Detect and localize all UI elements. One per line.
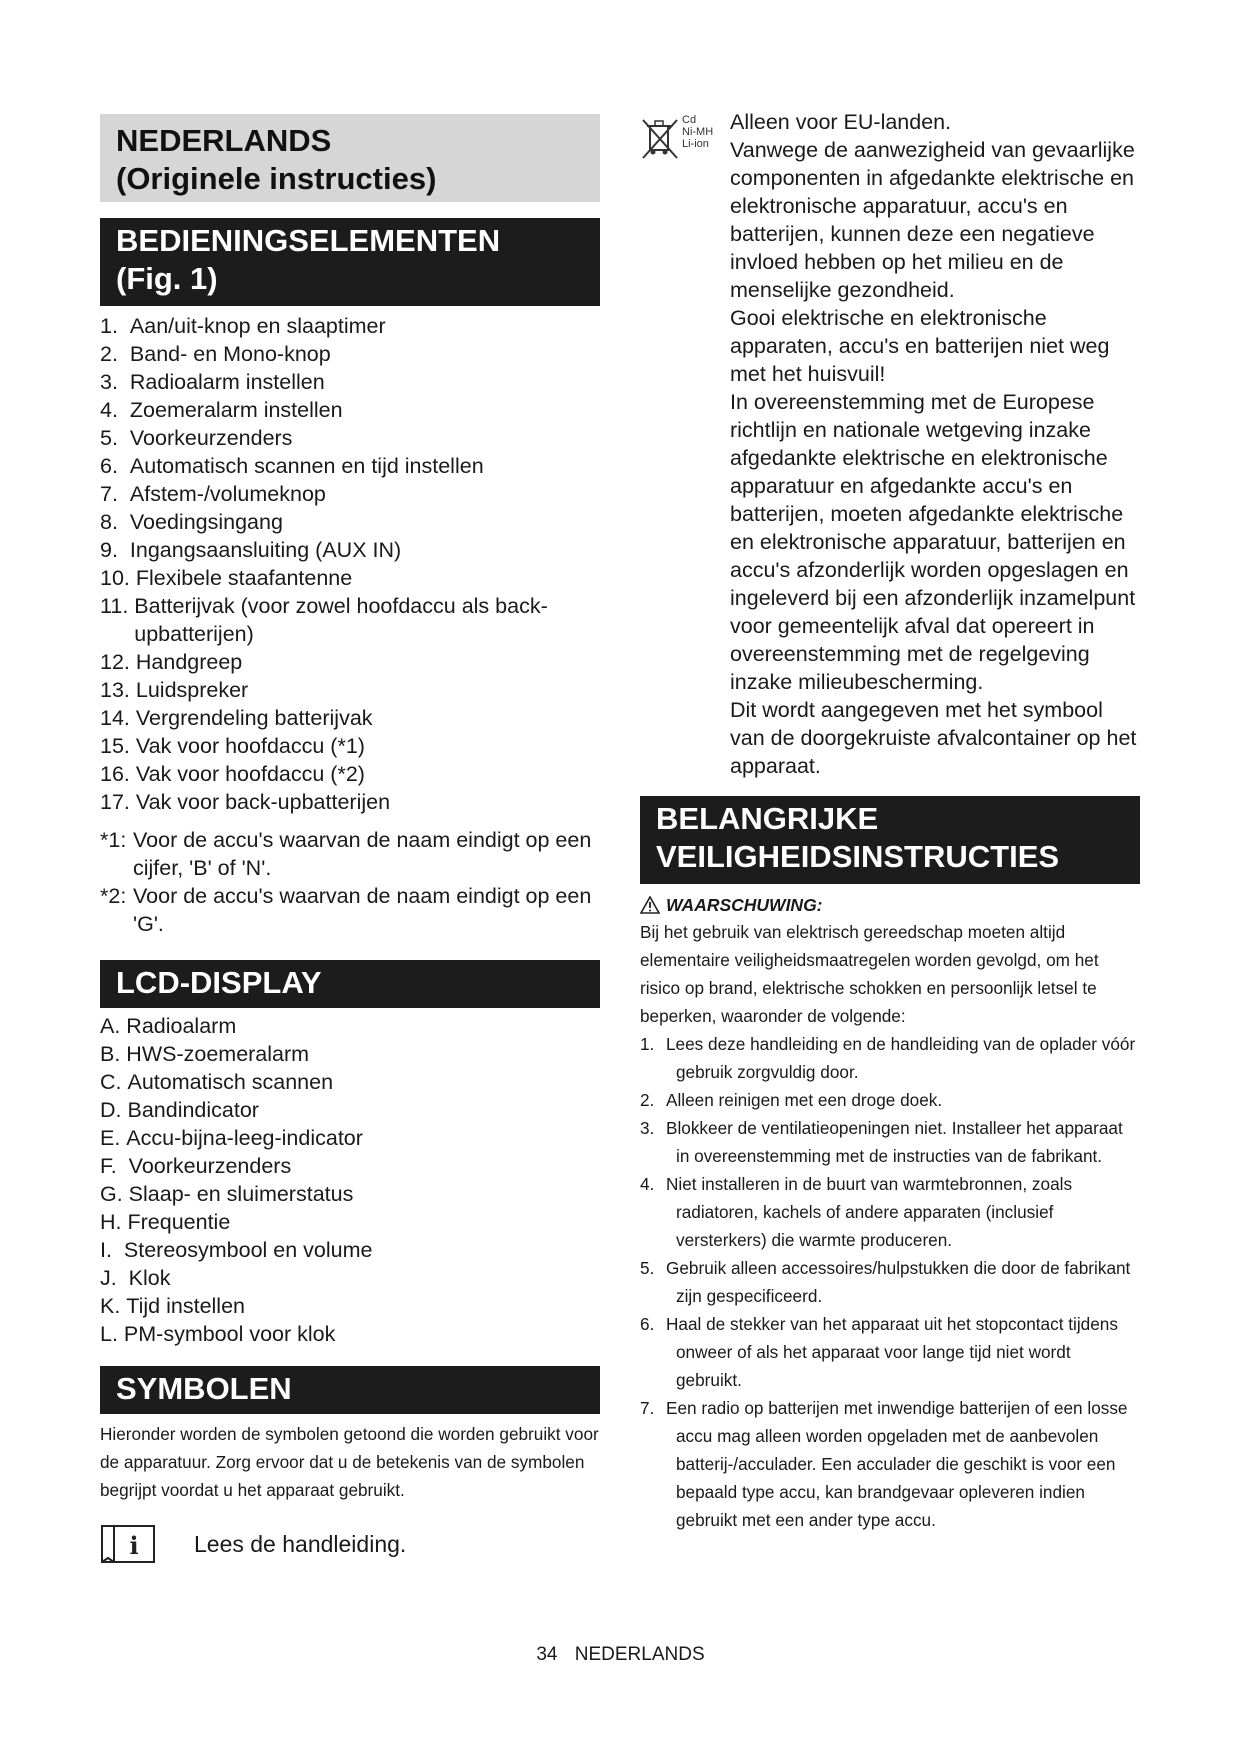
control-item-text: Handgreep — [135, 650, 243, 674]
lcd-item-number: I. — [100, 1238, 124, 1262]
control-item — [100, 536, 600, 564]
lcd-item-number: K. — [100, 1294, 127, 1318]
control-item-text: Batterijvak (voor zowel hoofdaccu als back-upbatterijen) — [134, 594, 548, 646]
lcd-item-number: F. — [100, 1154, 129, 1178]
control-item — [100, 368, 600, 396]
lcd-heading — [100, 960, 600, 1008]
footnote-text: Voor de accu's waarvan de naam eindigt op een cijfer, 'B' of 'N'. — [133, 828, 592, 880]
warning-triangle-icon — [640, 896, 660, 914]
page-footer — [0, 1644, 1241, 1666]
control-item — [100, 592, 600, 648]
weee-nimh: Ni-MH — [682, 126, 714, 138]
control-item-text: Vergrendeling batterijvak — [135, 706, 373, 730]
lcd-item-text: Stereosymbool en volume — [123, 1238, 373, 1262]
control-item — [100, 312, 600, 340]
control-item-text: Afstem-/volumeknop — [129, 482, 326, 506]
control-item-text: Voorkeurzenders — [129, 426, 293, 450]
control-item-text: Vak voor hoofdaccu (*1) — [135, 734, 365, 758]
control-item-number: 1. — [100, 314, 130, 338]
safety-item — [640, 1086, 1140, 1114]
control-item-number: 6. — [100, 454, 130, 478]
control-item — [100, 480, 600, 508]
control-item — [100, 648, 600, 676]
safety-heading-line1: BELANGRIJKE — [656, 801, 879, 836]
lcd-item-number: B. — [100, 1042, 127, 1066]
control-item-number: 15. — [100, 734, 136, 758]
safety-item-text: Een radio op batterijen met inwendige batterijen of een losse accu mag alleen worden opgeladen met de aanbevolen batterij-/acculader. Een acculader die geschikt is voor een bepaald type accu, kan brandgevaar opleveren indien gebruikt met een ander type accu. — [666, 1398, 1128, 1530]
lcd-item — [100, 1096, 600, 1124]
lcd-item-text: Bandindicator — [127, 1098, 259, 1122]
control-item-text: Voedingsingang — [129, 510, 283, 534]
safety-heading — [640, 796, 1140, 884]
safety-list — [640, 1030, 1140, 1534]
control-item — [100, 788, 600, 816]
lcd-item-number: L. — [100, 1322, 124, 1346]
footnote-text: Voor de accu's waarvan de naam eindigt op een 'G'. — [133, 884, 592, 936]
weee-cd: Cd — [682, 114, 697, 126]
lcd-item-text: PM-symbool voor klok — [123, 1322, 336, 1346]
safety-item-number: 2. — [640, 1090, 655, 1110]
control-item — [100, 452, 600, 480]
lcd-item — [100, 1180, 600, 1208]
manual-symbol-label: Lees de handleiding. — [194, 1530, 407, 1557]
safety-item — [640, 1254, 1140, 1310]
safety-item-number: 4. — [640, 1174, 655, 1194]
weee-chem-labels — [682, 114, 713, 150]
safety-item-text: Alleen reinigen met een droge doek. — [666, 1090, 943, 1110]
control-item — [100, 732, 600, 760]
footnote-mark: *2: — [100, 884, 127, 908]
control-item-number: 8. — [100, 510, 130, 534]
lcd-item — [100, 1320, 600, 1348]
weee-liion: Li-ion — [682, 138, 709, 150]
safety-intro: Bij het gebruik van elektrisch gereedschap moeten altijd elementaire veiligheidsmaatregelen worden gevolgd, om het risico op brand, elektrische schokken en persoonlijk letsel te beperken, waaronder de volgende: — [640, 922, 1099, 1026]
safety-item-text: Lees deze handleiding en de handleiding van de oplader vóór gebruik zorgvuldig door. — [666, 1034, 1136, 1082]
control-item — [100, 396, 600, 424]
lcd-item-text: Slaap- en sluimerstatus — [128, 1182, 354, 1206]
lcd-item — [100, 1264, 600, 1292]
control-item-number: 5. — [100, 426, 130, 450]
control-item-number: 7. — [100, 482, 130, 506]
lcd-item-text: Tijd instellen — [126, 1294, 245, 1318]
manual-symbol-row — [100, 1522, 600, 1566]
lcd-item-text: Accu-bijna-leeg-indicator — [126, 1126, 363, 1150]
safety-heading-line2: VEILIGHEIDSINSTRUCTIES — [656, 839, 1060, 874]
safety-item — [640, 1310, 1140, 1394]
safety-item-number: 7. — [640, 1398, 655, 1418]
left-column — [100, 114, 600, 1566]
control-item-text: Vak voor hoofdaccu (*2) — [135, 762, 365, 786]
lcd-item — [100, 1236, 600, 1264]
lcd-item-text: Radioalarm — [126, 1014, 237, 1038]
control-item-text: Flexibele staafantenne — [135, 566, 353, 590]
language-title-box — [100, 114, 600, 202]
controls-heading-line2: (Fig. 1) — [116, 261, 218, 296]
control-item — [100, 564, 600, 592]
lcd-item-number: A. — [100, 1014, 127, 1038]
control-item-text: Radioalarm instellen — [129, 370, 325, 394]
safety-item — [640, 1394, 1140, 1534]
control-item-number: 9. — [100, 538, 130, 562]
lcd-item-number: H. — [100, 1210, 128, 1234]
control-item-text: Zoemeralarm instellen — [129, 398, 343, 422]
safety-item — [640, 1030, 1140, 1086]
control-item-text: Aan/uit-knop en slaaptimer — [129, 314, 386, 338]
footnote-mark: *1: — [100, 828, 127, 852]
lcd-item — [100, 1152, 600, 1180]
lcd-item-number: G. — [100, 1182, 129, 1206]
lcd-item-number: E. — [100, 1126, 127, 1150]
controls-list — [100, 312, 600, 816]
safety-item-text: Gebruik alleen accessoires/hulpstukken die door de fabrikant zijn gespecificeerd. — [666, 1258, 1131, 1306]
safety-item-text: Blokkeer de ventilatieopeningen niet. Installeer het apparaat in overeenstemming met de instructies van de fabrikant. — [666, 1118, 1123, 1166]
lcd-item-text: Automatisch scannen — [127, 1070, 334, 1094]
control-item-number: 17. — [100, 790, 136, 814]
lcd-item — [100, 1012, 600, 1040]
control-item — [100, 340, 600, 368]
lcd-item-number: J. — [100, 1266, 129, 1290]
control-item — [100, 508, 600, 536]
lcd-heading-text: LCD-DISPLAY — [116, 965, 322, 1000]
control-item — [100, 424, 600, 452]
control-item-number: 10. — [100, 566, 136, 590]
lcd-item-text: HWS-zoemeralarm — [126, 1042, 310, 1066]
control-item — [100, 704, 600, 732]
safety-item-number: 6. — [640, 1314, 655, 1334]
control-item-text: Vak voor back-upbatterijen — [135, 790, 391, 814]
lcd-item-text: Klok — [128, 1266, 171, 1290]
control-item-number: 11. — [100, 594, 135, 618]
weee-symbol — [640, 108, 730, 780]
footer-language: NEDERLANDS — [574, 1644, 705, 1665]
language-title: NEDERLANDS — [116, 123, 332, 158]
lcd-list — [100, 1012, 600, 1348]
controls-heading-line1: BEDIENINGSELEMENTEN — [116, 223, 501, 258]
page-number: 34 — [536, 1644, 558, 1665]
control-item — [100, 760, 600, 788]
language-subtitle: (Originele instructies) — [116, 161, 437, 196]
warning-row — [640, 892, 1140, 918]
warning-label: WAARSCHUWING: — [666, 894, 823, 915]
lcd-item-number: D. — [100, 1098, 128, 1122]
lcd-item — [100, 1068, 600, 1096]
safety-item-number: 3. — [640, 1118, 655, 1138]
lcd-item-text: Voorkeurzenders — [128, 1154, 292, 1178]
control-item-number: 2. — [100, 342, 130, 366]
footnote — [100, 826, 600, 882]
lcd-item — [100, 1040, 600, 1068]
control-item-number: 12. — [100, 650, 136, 674]
control-item-number: 14. — [100, 706, 136, 730]
svg-text:i: i — [129, 1531, 139, 1560]
control-item-text: Automatisch scannen en tijd instellen — [129, 454, 484, 478]
control-item-number: 16. — [100, 762, 136, 786]
safety-item-number: 1. — [640, 1034, 655, 1054]
footnote — [100, 882, 600, 938]
safety-item-number: 5. — [640, 1258, 655, 1278]
control-item-text: Luidspreker — [135, 678, 249, 702]
safety-item — [640, 1114, 1140, 1170]
safety-item-text: Niet installeren in de buurt van warmtebronnen, zoals radiatoren, kachels of andere apparaten (inclusief versterkers) die warmte produceren. — [666, 1174, 1073, 1250]
read-manual-icon — [100, 1522, 156, 1566]
right-column — [640, 108, 1140, 1534]
control-item — [100, 676, 600, 704]
control-item-number: 3. — [100, 370, 130, 394]
eu-section — [640, 108, 1140, 780]
safety-item-text: Haal de stekker van het apparaat uit het stopcontact tijdens onweer of als het apparaat voor lange tijd niet wordt gebruikt. — [666, 1314, 1118, 1390]
safety-item — [640, 1170, 1140, 1254]
symbols-intro: Hieronder worden de symbolen getoond die worden gebruikt voor de apparatuur. Zorg ervoor dat u de betekenis van de symbolen begrijpt voordat u het apparaat gebruikt. — [100, 1424, 599, 1500]
control-item-number: 4. — [100, 398, 130, 422]
control-item-number: 13. — [100, 678, 136, 702]
lcd-item — [100, 1124, 600, 1152]
lcd-item — [100, 1208, 600, 1236]
lcd-item-number: C. — [100, 1070, 128, 1094]
controls-heading — [100, 218, 600, 306]
control-item-text: Band- en Mono-knop — [129, 342, 331, 366]
symbols-heading — [100, 1366, 600, 1414]
eu-text: Alleen voor EU-landen. Vanwege de aanwezigheid van gevaarlijke componenten in afgedankte elektrische en elektronische apparatuur, accu's en batterijen, kunnen deze een negatieve invloed hebben op het milieu en de menselijke gezondheid. Gooi elektrische en elektronische apparaten, accu's en batterijen niet weg met het huisvuil! In overeenstemming met de Europese richtlijn en nationale wetgeving inzake afgedankte elektrische en elektronische apparatuur en afgedankte accu's en batterijen, moeten afgedankte elektrische en elektronische apparatuur, batterijen en accu's afzonderlijk worden opgeslagen en ingeleverd bij een afzonderlijk inzamelpunt voor gemeentelijk afval dat opereert in overeenstemming met de regelgeving inzake milieubescherming. Dit wordt aangegeven met het symbool van de doorgekruiste afvalcontainer op het apparaat. — [730, 110, 1137, 778]
controls-notes — [100, 826, 600, 938]
lcd-item — [100, 1292, 600, 1320]
symbols-heading-text: SYMBOLEN — [116, 1371, 292, 1406]
crossed-bin-icon — [640, 114, 680, 162]
control-item-text: Ingangsaansluiting (AUX IN) — [129, 538, 402, 562]
lcd-item-text: Frequentie — [127, 1210, 231, 1234]
